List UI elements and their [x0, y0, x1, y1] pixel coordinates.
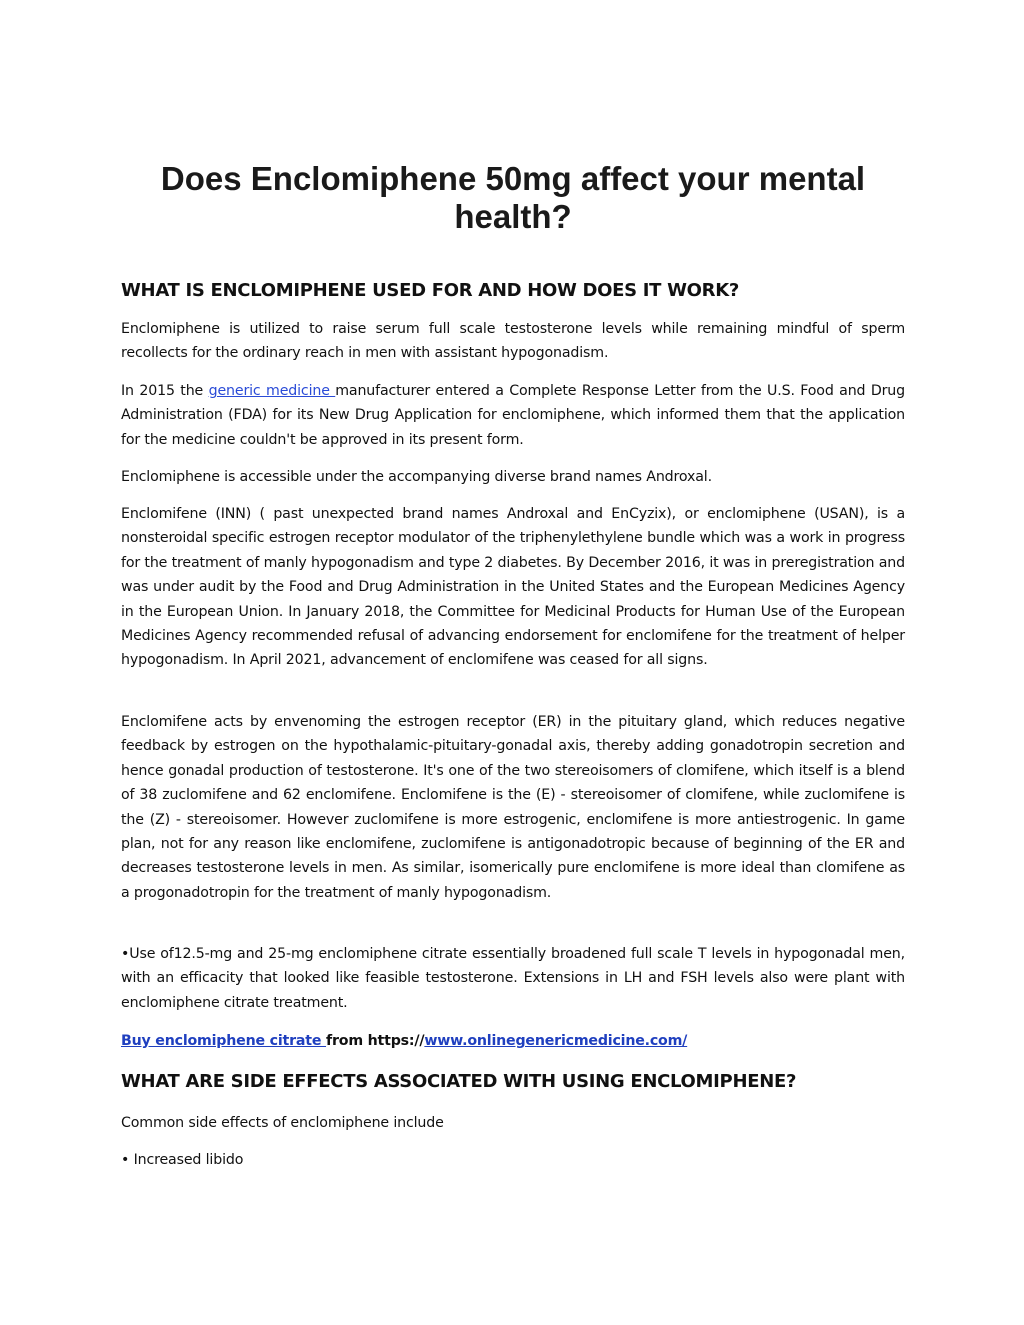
paragraph-purpose: Enclomiphene is utilized to raise serum full scale testosterone levels while remaining mindful of sperm recollects for the ordinary reach in men with assistant hypogonadism. — [121, 321, 905, 362]
paragraph-clinical-use: •Use of12.5-mg and 25-mg enclomiphene citrate essentially broadened full scale T levels in hypogonadal men, with an efficacity that looked like feasible testosterone. Extensions in LH and FSH levels also were plant with enclomiphene citrate treatment. — [121, 946, 905, 1011]
page-title: Does Enclomiphene 50mg affect your mental health? — [160, 160, 866, 235]
paragraph-brand-names: Enclomiphene is accessible under the accompanying diverse brand names Androxal. — [121, 469, 712, 485]
paragraph-fda-letter — [121, 379, 905, 452]
list-item-increased-libido: • Increased libido — [121, 1152, 244, 1168]
paragraph-enclomifene-history: Enclomifene (INN) ( past unexpected brand names Androxal and EnCyzix), or enclomiphene (USAN), is a nonsteroidal specific estrogen receptor modulator of the triphenylethylene bundle which was a work in progress for the treatment of manly hypogonadism and type 2 diabetes. By December 2016, it was in preregistration and was under audit by the Food and Drug Administration in the United States and the European Medicines Agency in the European Union. In January 2018, the Committee for Medicinal Products for Human Use of the European Medicines Agency recommended refusal of advancing endorsement for enclomifene for the treatment of helper hypogonadism. In April 2021, advancement of enclomifene was ceased for all signs. — [121, 506, 905, 669]
buy-line-from-text: from https:// — [326, 1033, 425, 1049]
section-heading-side-effects: WHAT ARE SIDE EFFECTS ASSOCIATED WITH USING ENCLOMIPHENE? — [121, 1071, 797, 1092]
section-heading-usage: WHAT IS ENCLOMIPHENE USED FOR AND HOW DOES IT WORK? — [121, 280, 740, 301]
website-link[interactable]: www.onlinegenericmedicine.com/ — [424, 1033, 688, 1049]
buy-line — [121, 1029, 905, 1053]
paragraph-fda-text-after: manufacturer entered a Complete Response Letter from the U.S. Food and Drug Administration (FDA) for its New Drug Application for enclomiphene, which informed them that the application for the medicine couldn't be approved in its present form. — [121, 383, 905, 448]
paragraph-side-effects-intro: Common side effects of enclomiphene include — [121, 1115, 444, 1131]
paragraph-mechanism: Enclomifene acts by envenoming the estrogen receptor (ER) in the pituitary gland, which reduces negative feedback by estrogen on the hypothalamic-pituitary-gonadal axis, thereby adding gonadotropin secretion and hence gonadal production of testosterone. It's one of the two stereoisomers of clomifene, which itself is a blend of 38 zuclomifene and 62 enclomifene. Enclomifene is the (E) - stereoisomer of clomifene, while zuclomifene is the (Z) - stereoisomer. However zuclomifene is more estrogenic, enclomifene is more antiestrogenic. In game plan, not for any reason like enclomifene, zuclomifene is antigonadotropic because of beginning of the ER and decreases testosterone levels in men. As similar, isomerically pure enclomifene is more ideal than clomifene as a progonadotropin for the treatment of manly hypogonadism. — [121, 714, 905, 901]
paragraph-fda-text-before: In 2015 the — [121, 383, 209, 399]
generic-medicine-link[interactable]: generic medicine — [208, 383, 336, 399]
buy-enclomiphene-link[interactable]: Buy enclomiphene citrate — [121, 1033, 327, 1049]
